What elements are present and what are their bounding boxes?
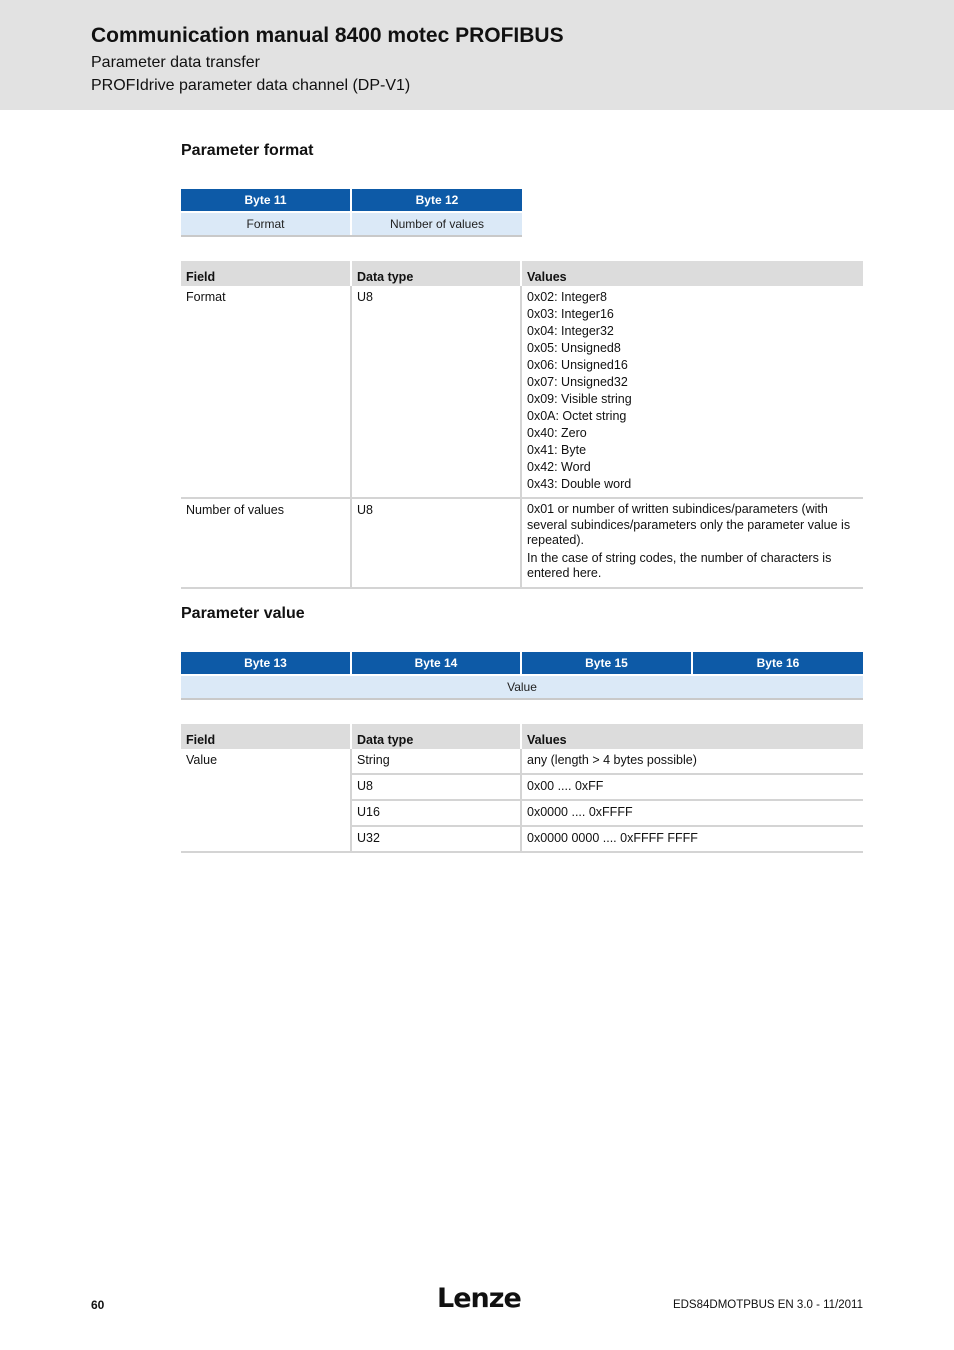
format-value: 0x07: Unsigned32: [527, 375, 628, 389]
parameter-format-heading: Parameter format: [181, 142, 314, 159]
values-column-header: Values: [521, 724, 863, 749]
format-value: 0x02: Integer8: [527, 290, 607, 304]
value-description: 0x01 or number of written subindices/parameters (with several subindices/parameters only the parameter value is repeated).: [527, 502, 851, 547]
data-type-cell: String: [351, 749, 521, 774]
format-value: 0x42: Word: [527, 460, 591, 474]
page-number: 60: [91, 1298, 105, 1312]
page-header: [0, 0, 954, 110]
field-cell: Number of values: [181, 498, 351, 588]
format-value: 0x0A: Octet string: [527, 409, 627, 423]
value-field-table: [181, 724, 863, 853]
chapter-title: Parameter data transfer: [91, 54, 260, 71]
values-cell: [521, 286, 863, 498]
parameter-value-heading: Parameter value: [181, 605, 305, 622]
data-type-column-header: Data type: [351, 261, 521, 286]
format-value: 0x43: Double word: [527, 477, 632, 491]
format-cell: Format: [181, 212, 351, 236]
value-description: In the case of string codes, the number of characters is entered here.: [527, 550, 832, 580]
lenze-logo: Lenze: [437, 1283, 521, 1314]
data-type-cell: U8: [351, 774, 521, 800]
byte-15-header: Byte 15: [521, 652, 692, 675]
field-column-header: Field: [181, 724, 351, 749]
data-type-cell: U32: [351, 826, 521, 852]
data-type-cell: U16: [351, 800, 521, 826]
table-row: [181, 286, 863, 498]
value-byte-table: [181, 652, 863, 700]
format-value: 0x03: Integer16: [527, 307, 614, 321]
value-cell: Value: [181, 675, 863, 699]
format-value: 0x04: Integer32: [527, 324, 614, 338]
byte-13-header: Byte 13: [181, 652, 351, 675]
table-row: [181, 749, 863, 774]
byte-12-header: Byte 12: [351, 189, 522, 212]
number-of-values-cell: Number of values: [351, 212, 522, 236]
format-value: 0x40: Zero: [527, 426, 587, 440]
format-byte-table: [181, 189, 522, 237]
values-cell: 0x0000 .... 0xFFFF: [521, 800, 863, 826]
values-cell: any (length > 4 bytes possible): [521, 749, 863, 774]
manual-title: Communication manual 8400 motec PROFIBUS: [91, 24, 564, 47]
data-type-cell: U8: [351, 286, 521, 498]
byte-16-header: Byte 16: [692, 652, 863, 675]
format-value: 0x09: Visible string: [527, 392, 632, 406]
format-field-table: [181, 261, 863, 589]
data-type-cell: U8: [351, 498, 521, 588]
byte-11-header: Byte 11: [181, 189, 351, 212]
values-cell: 0x00 .... 0xFF: [521, 774, 863, 800]
values-column-header: Values: [521, 261, 863, 286]
format-value: 0x06: Unsigned16: [527, 358, 628, 372]
byte-14-header: Byte 14: [351, 652, 521, 675]
data-type-column-header: Data type: [351, 724, 521, 749]
section-title: PROFIdrive parameter data channel (DP-V1): [91, 77, 411, 94]
format-value: 0x41: Byte: [527, 443, 587, 457]
field-column-header: Field: [181, 261, 351, 286]
values-cell: [521, 498, 863, 588]
field-cell: Format: [181, 286, 351, 498]
document-id: EDS84DMOTPBUS EN 3.0 - 11/2011: [672, 1299, 863, 1311]
format-value: 0x05: Unsigned8: [527, 341, 621, 355]
table-row: [181, 498, 863, 588]
values-cell: 0x0000 0000 .... 0xFFFF FFFF: [521, 826, 863, 852]
field-cell: Value: [181, 749, 351, 852]
